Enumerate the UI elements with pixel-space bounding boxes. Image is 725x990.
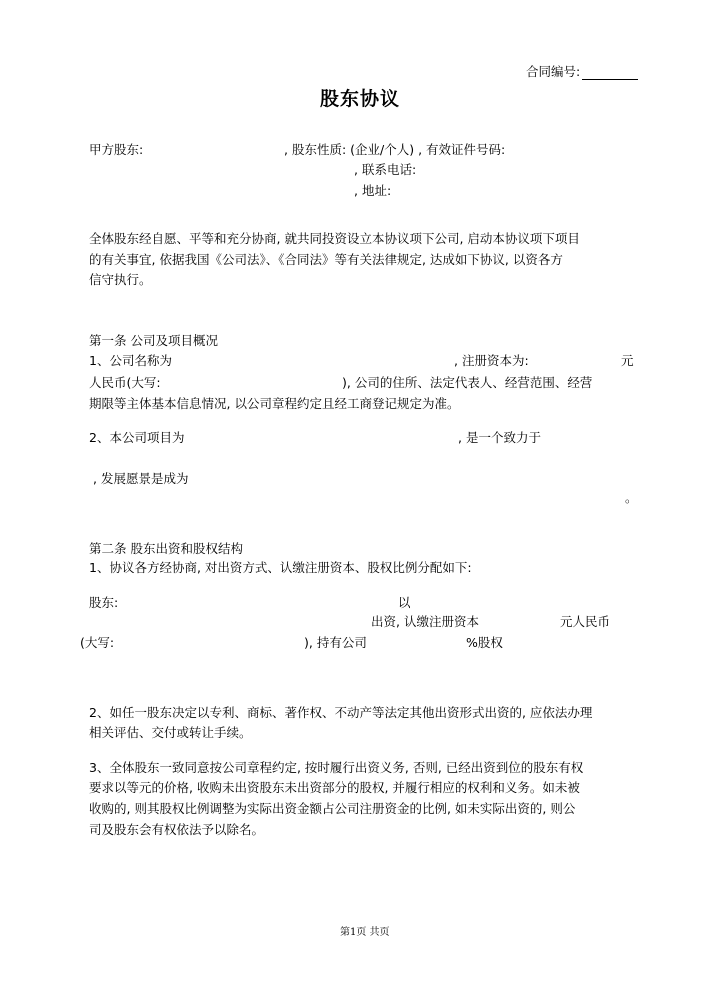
contribution-label: 出资, 认缴注册资本 — [371, 614, 479, 629]
yuan-label: 元 — [621, 353, 634, 368]
project-label: 2、本公司项目为 — [89, 430, 185, 445]
company-info-text: ), 公司的住所、法定代表人、经营范围、经营 — [342, 375, 593, 390]
rmb-daxie-label: 人民币(大写: — [89, 375, 161, 390]
holds-label: ), 持有公司 — [304, 635, 367, 650]
rmb-label: 元人民币 — [560, 614, 611, 629]
committed-label: , 是一个致力于 — [458, 430, 541, 445]
article-2-item-3-line-4: 司及股东会有权依法予以除名。 — [89, 822, 265, 837]
article-2-item-3-line-1: 3、全体股东一致同意按公司章程约定, 按时履行出资义务, 否则, 已经出资到位的股东有权 — [89, 760, 584, 775]
article-2-item-2-line-1: 2、如任一股东决定以专利、商标、著作权、不动产等法定其他出资形式出资的, 应依法办理 — [89, 705, 593, 720]
intro-line-2: 的有关事宜, 依据我国《公司法》、《合同法》等有关法律规定, 达成如下协议, 以资各方 — [89, 252, 563, 267]
daxie-label: (大写: — [80, 635, 115, 650]
company-term-text: 期限等主体基本信息情况, 以公司章程约定且经工商登记规定为准。 — [89, 396, 460, 411]
shareholder-label: 股东: — [89, 595, 119, 610]
contract-number-blank — [582, 67, 638, 80]
article-2-item-1: 1、协议各方经协商, 对出资方式、认缴注册资本、股权比例分配如下: — [89, 560, 472, 575]
period-mark: 。 — [625, 490, 638, 505]
party-a-details: , 股东性质: (企业/个人) , 有效证件号码: — [284, 142, 506, 157]
document-title: 股东协议 — [320, 88, 401, 110]
yi-label: 以 — [398, 595, 411, 610]
company-name-label: 1、公司名称为 — [89, 353, 172, 368]
article-2-item-3-line-3: 收购的, 则其股权比例调整为实际出资金额占公司注册资金的比例, 如未实际出资的, 则公 — [89, 801, 576, 816]
article-2-item-2-line-2: 相关评估、交付或转让手续。 — [89, 725, 252, 740]
intro-line-1: 全体股东经自愿、平等和充分协商, 就共同投资设立本协议项下公司, 启动本协议项下项目 — [89, 231, 580, 246]
vision-label: , 发展愿景是成为 — [93, 471, 189, 486]
percent-label: %股权 — [466, 635, 503, 650]
party-a-label: 甲方股东: — [89, 142, 144, 157]
article-1-heading: 第一条 公司及项目概况 — [89, 333, 218, 348]
address-label: , 地址: — [354, 183, 392, 198]
contract-number-label: 合同编号: — [526, 64, 581, 79]
registered-capital-label: , 注册资本为: — [454, 353, 529, 368]
phone-label: , 联系电话: — [354, 162, 417, 177]
article-2-item-3-line-2: 要求以等元的价格, 收购未出资股东未出资部分的股权, 并履行相应的权利和义务。如未被 — [89, 780, 580, 795]
contract-number — [526, 64, 638, 80]
intro-line-3: 信守执行。 — [89, 272, 152, 287]
article-2-heading: 第二条 股东出资和股权结构 — [89, 541, 243, 556]
page-footer: 第1页 共页 — [340, 927, 390, 938]
